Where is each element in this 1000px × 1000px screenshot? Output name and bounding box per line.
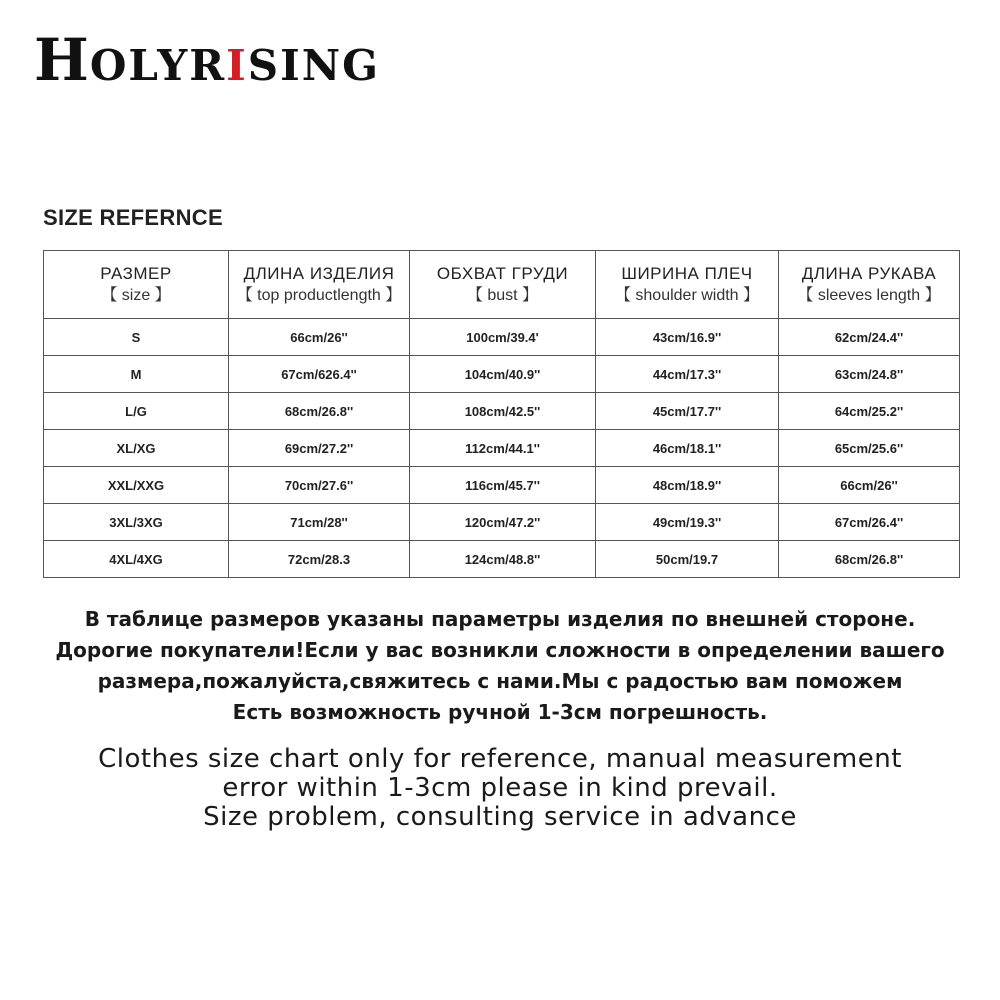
table-cell: 63cm/24.8'' bbox=[779, 356, 960, 393]
brand-accent-letter: I bbox=[226, 41, 248, 90]
notes-english bbox=[0, 745, 1000, 832]
table-cell: 66cm/26'' bbox=[779, 467, 960, 504]
table-cell: 62cm/24.4'' bbox=[779, 319, 960, 356]
table-cell: 45cm/17.7'' bbox=[596, 393, 779, 430]
brand-initial: H bbox=[34, 26, 90, 94]
table-cell: 70cm/27.6'' bbox=[229, 467, 410, 504]
table-cell: 3XL/3XG bbox=[44, 504, 229, 541]
brand-logo bbox=[34, 26, 381, 96]
table-cell: 100cm/39.4' bbox=[410, 319, 596, 356]
table-cell: 72cm/28.3 bbox=[229, 541, 410, 578]
note-line: Дорогие покупатели!Если у вас возникли сложности в определении вашего bbox=[55, 638, 945, 662]
table-cell: 65cm/25.6'' bbox=[779, 430, 960, 467]
note-line: Clothes size chart only for reference, manual measurement bbox=[98, 744, 902, 774]
header-bust: ОБХВАТ ГРУДИ 【 bust 】 bbox=[410, 251, 596, 319]
note-line: Size problem, consulting service in advance bbox=[203, 802, 797, 832]
header-size: РАЗМЕР 【 size 】 bbox=[44, 251, 229, 319]
header-sleeves: ДЛИНА РУКАВА 【 sleeves length 】 bbox=[779, 251, 960, 319]
table-cell: 64cm/25.2'' bbox=[779, 393, 960, 430]
table-cell: 67cm/26.4'' bbox=[779, 504, 960, 541]
table-cell: 4XL/4XG bbox=[44, 541, 229, 578]
table-cell: 66cm/26'' bbox=[229, 319, 410, 356]
table-row bbox=[44, 356, 960, 393]
header-shoulder: ШИРИНА ПЛЕЧ 【 shoulder width 】 bbox=[596, 251, 779, 319]
note-line: размера,пожалуйста,свяжитесь с нами.Мы с радостью вам поможем bbox=[97, 669, 903, 693]
table-cell: XL/XG bbox=[44, 430, 229, 467]
table-cell: 108cm/42.5'' bbox=[410, 393, 596, 430]
table-header-row bbox=[44, 251, 960, 319]
section-title: SIZE REFERNCE bbox=[43, 205, 223, 230]
table-cell: 69cm/27.2'' bbox=[229, 430, 410, 467]
note-line: error within 1-3cm please in kind prevail. bbox=[222, 773, 778, 803]
table-cell: M bbox=[44, 356, 229, 393]
table-cell: 120cm/47.2'' bbox=[410, 504, 596, 541]
table-cell: 68cm/26.8'' bbox=[779, 541, 960, 578]
table-cell: 48cm/18.9'' bbox=[596, 467, 779, 504]
table-cell: 68cm/26.8'' bbox=[229, 393, 410, 430]
table-row bbox=[44, 467, 960, 504]
brand-part2: SING bbox=[247, 41, 381, 90]
table-row bbox=[44, 393, 960, 430]
size-table bbox=[43, 250, 960, 578]
table-cell: 112cm/44.1'' bbox=[410, 430, 596, 467]
table-cell: 71cm/28'' bbox=[229, 504, 410, 541]
note-line: В таблице размеров указаны параметры изделия по внешней стороне. bbox=[84, 607, 916, 631]
table-cell: 43cm/16.9'' bbox=[596, 319, 779, 356]
table-cell: 44cm/17.3'' bbox=[596, 356, 779, 393]
table-cell: XXL/XXG bbox=[44, 467, 229, 504]
table-row bbox=[44, 541, 960, 578]
table-row bbox=[44, 319, 960, 356]
table-cell: 46cm/18.1'' bbox=[596, 430, 779, 467]
header-length: ДЛИНА ИЗДЕЛИЯ 【 top productlength 】 bbox=[229, 251, 410, 319]
table-cell: 124cm/48.8'' bbox=[410, 541, 596, 578]
table-cell: 116cm/45.7'' bbox=[410, 467, 596, 504]
notes-russian bbox=[0, 604, 1000, 728]
table-cell: 49cm/19.3'' bbox=[596, 504, 779, 541]
table-cell: 67cm/626.4'' bbox=[229, 356, 410, 393]
table-cell: S bbox=[44, 319, 229, 356]
note-line: Есть возможность ручной 1-3см погрешность. bbox=[232, 700, 768, 724]
brand-part1: OLYR bbox=[89, 41, 227, 90]
table-row bbox=[44, 430, 960, 467]
table-cell: L/G bbox=[44, 393, 229, 430]
table-cell: 50cm/19.7 bbox=[596, 541, 779, 578]
table-cell: 104cm/40.9'' bbox=[410, 356, 596, 393]
table-row bbox=[44, 504, 960, 541]
